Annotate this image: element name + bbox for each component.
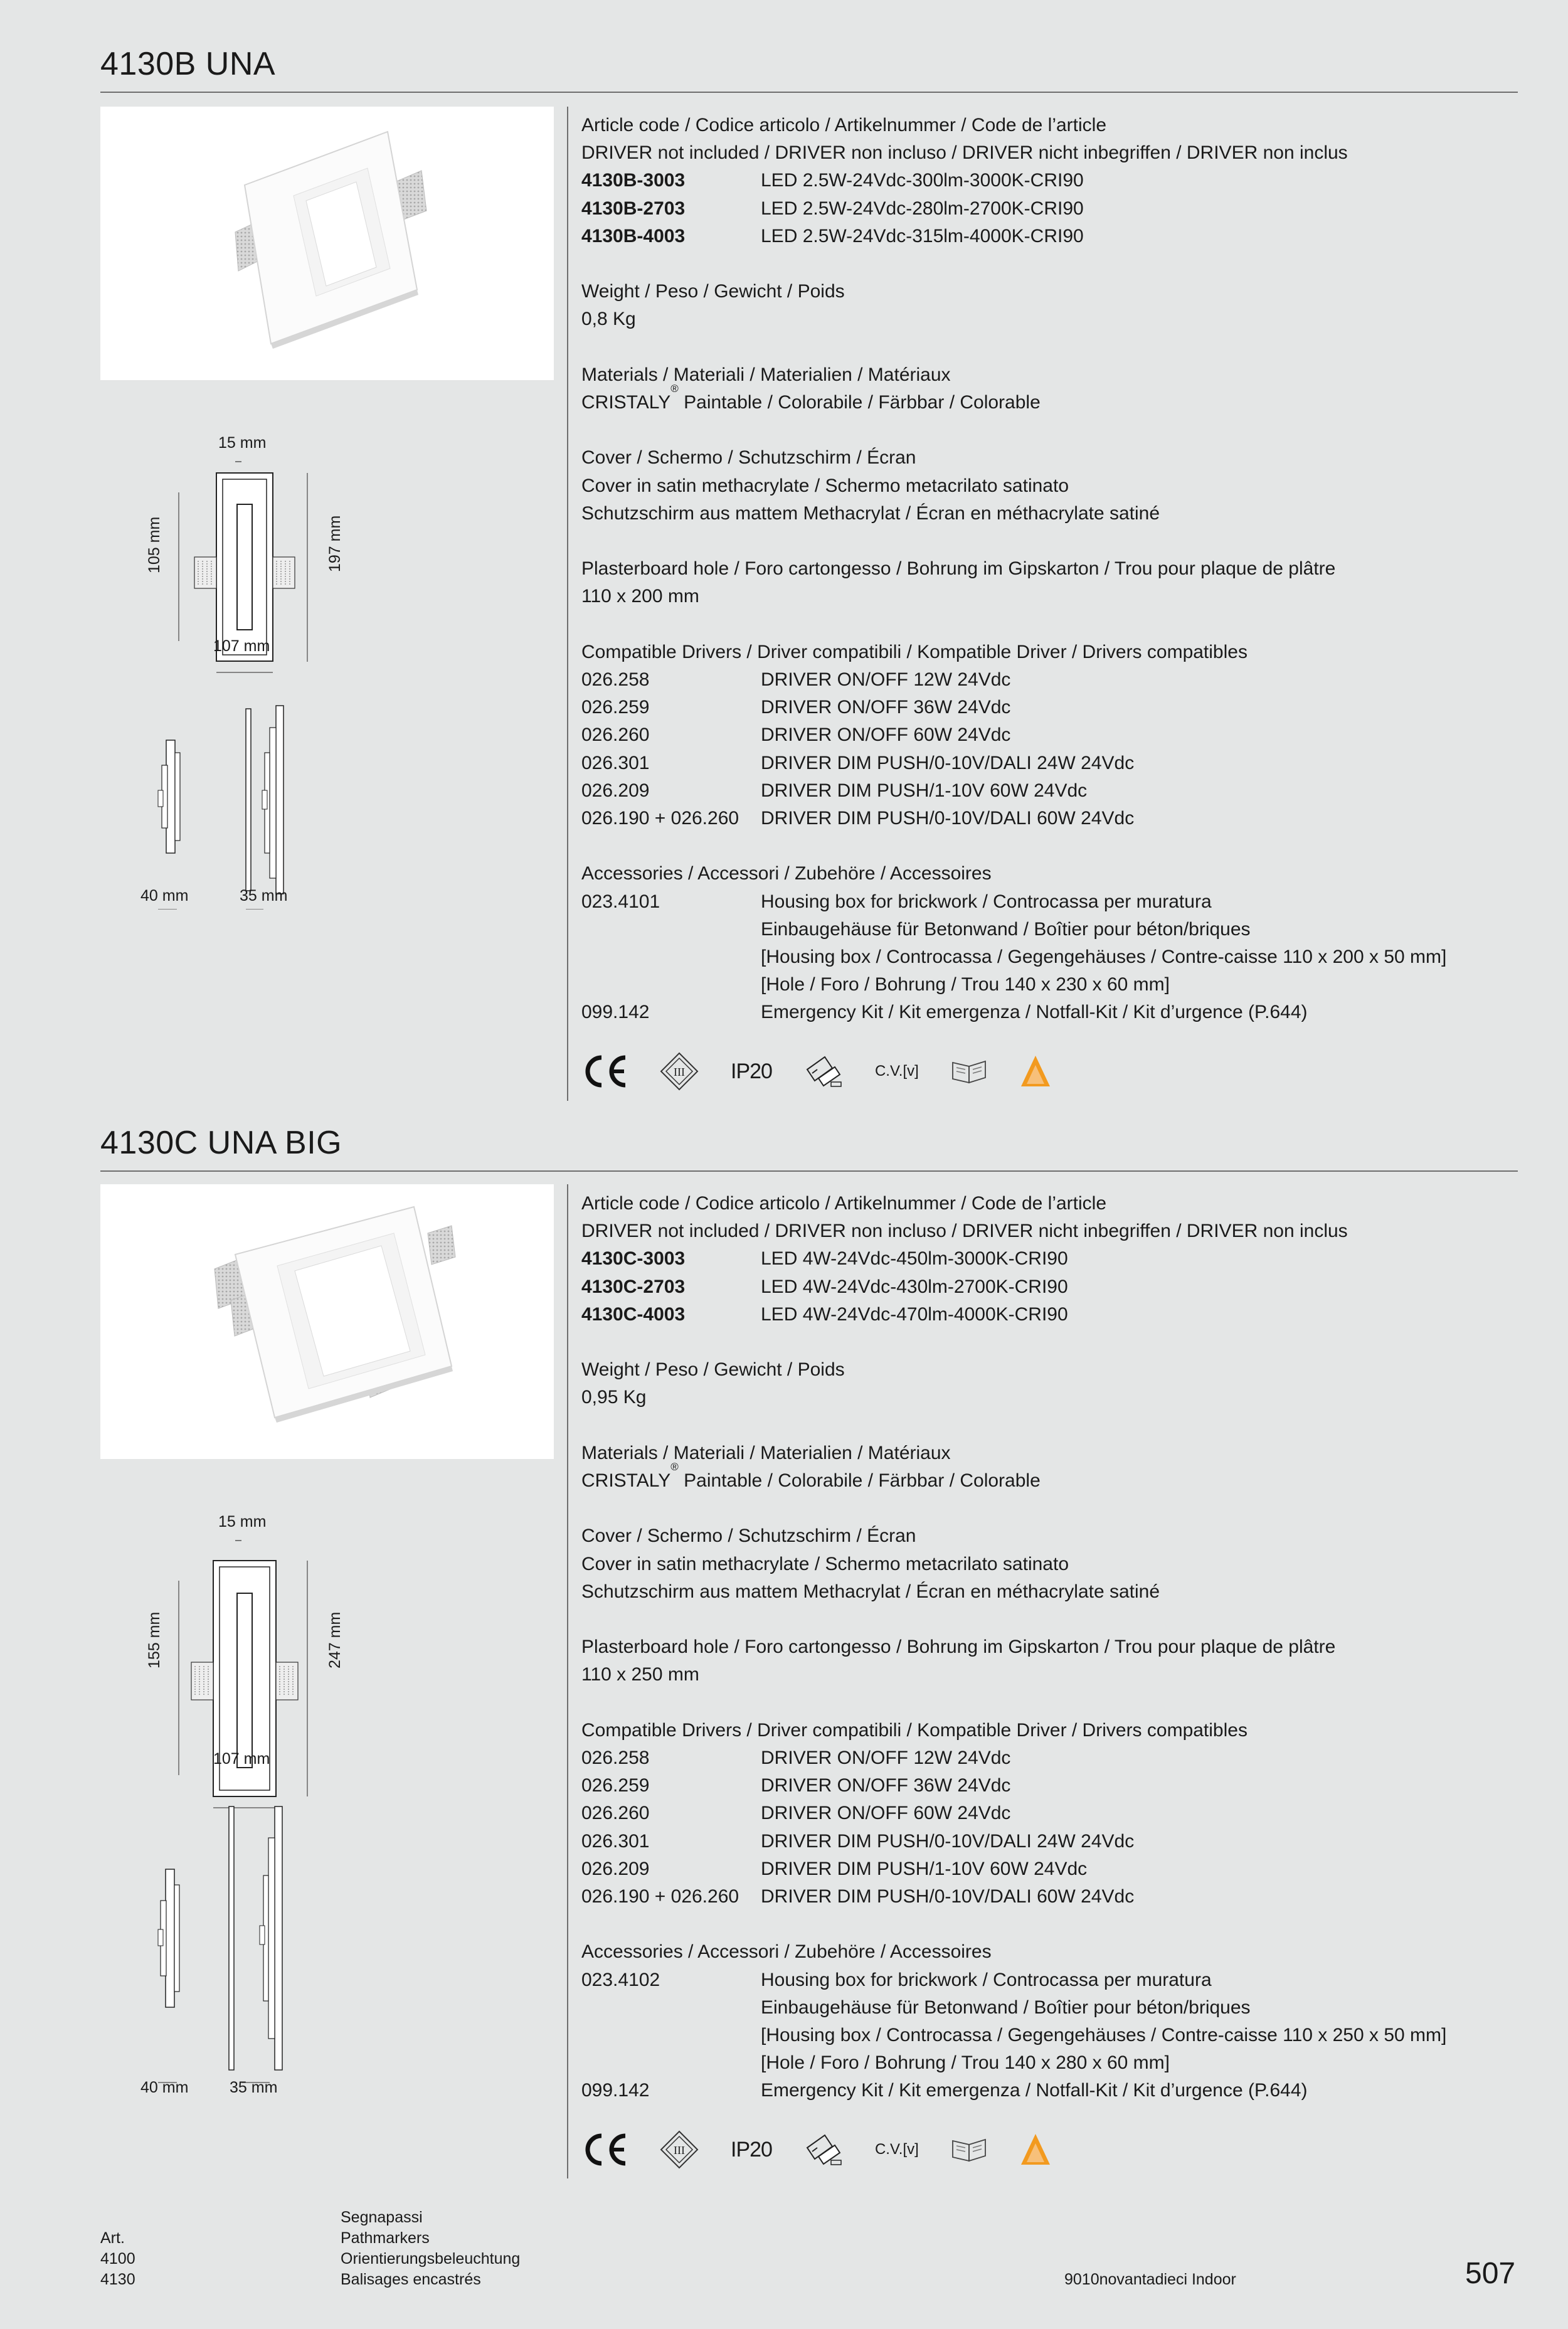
driver-code: 026.259 <box>581 697 650 718</box>
article-heading: Article code / Codice articolo / Artikelnummer / Code de l’article <box>581 1193 1107 1214</box>
accessory-row <box>581 2049 1510 2077</box>
accessory-row <box>581 888 1510 916</box>
product-photo-illustration <box>100 107 554 380</box>
certification-icons <box>580 2128 1083 2172</box>
accessory-desc: [Housing box / Controcassa / Gegengehäuses / Contre-caisse 110 x 200 x 50 mm] <box>761 947 1447 967</box>
cv-bottom: [v] <box>903 2141 919 2158</box>
article-heading: Article code / Codice articolo / Artikelnummer / Code de l’article <box>581 115 1107 135</box>
materials-brand: CRISTALY <box>581 1470 671 1491</box>
accessory-code: 023.4102 <box>581 1969 660 1990</box>
product-title: 4130C UNA BIG <box>100 1125 342 1161</box>
materials-text: Paintable / Colorabile / Färbbar / Colorable <box>678 392 1041 413</box>
driver-row <box>581 694 1510 721</box>
article-code: 4130B-4003 <box>581 225 686 247</box>
product-photo-illustration <box>100 1184 554 1459</box>
article-desc: LED 4W-24Vdc-430lm-2700K-CRI90 <box>761 1276 1068 1297</box>
article-desc: LED 4W-24Vdc-450lm-3000K-CRI90 <box>761 1248 1068 1270</box>
driver-row <box>581 1744 1510 1772</box>
accessory-desc: Housing box for brickwork / Controcassa per muratura <box>761 891 1212 912</box>
driver-row <box>581 1883 1510 1911</box>
title-rule <box>100 92 1518 93</box>
plasterboard-icon <box>803 2130 844 2169</box>
accessories-heading: Accessories / Accessori / Zubehöre / Accessoires <box>581 1941 992 1963</box>
materials-heading: Materials / Materiali / Materialien / Matériaux <box>581 1442 951 1463</box>
footer-category-block <box>341 2207 520 2290</box>
front-and-side-views <box>100 1537 351 2095</box>
article-desc: LED 2.5W-24Vdc-315lm-4000K-CRI90 <box>761 225 1084 247</box>
accessory-desc: Emergency Kit / Kit emergenza / Notfall-Kit / Kit d’urgence (P.644) <box>761 2080 1308 2101</box>
footer-category: Pathmarkers <box>341 2229 430 2247</box>
article-row <box>581 1273 1510 1301</box>
driver-code: 026.209 <box>581 1858 650 1879</box>
driver-desc: DRIVER DIM PUSH/0-10V/DALI 60W 24Vdc <box>761 1886 1135 1907</box>
dim-side-b-label: 35 mm <box>230 2079 278 2096</box>
driver-row <box>581 805 1510 832</box>
ip-rating: IP20 <box>731 2137 772 2162</box>
driver-code: 026.209 <box>581 780 650 801</box>
dim-top-label: 15 mm <box>218 1513 267 1531</box>
accessory-row <box>581 2022 1510 2049</box>
class-3-icon <box>659 2130 699 2170</box>
dim-left-label: 105 mm <box>146 516 163 573</box>
footer-art-number: 4130 <box>100 2271 135 2288</box>
ce-mark-icon <box>580 2132 628 2167</box>
accessory-desc: Emergency Kit / Kit emergenza / Notfall-Kit / Kit d’urgence (P.644) <box>761 1002 1308 1023</box>
materials-value <box>581 383 1510 416</box>
read-instructions-icon <box>950 2136 988 2163</box>
hole-value: 110 x 200 mm <box>581 586 699 607</box>
materials-text: Paintable / Colorabile / Färbbar / Colorable <box>678 1470 1041 1491</box>
certification-icons <box>580 1049 1083 1093</box>
driver-code: 026.258 <box>581 669 650 690</box>
product-photo <box>100 1184 554 1459</box>
driver-desc: DRIVER DIM PUSH/0-10V/DALI 60W 24Vdc <box>761 808 1135 829</box>
driver-note: DRIVER not included / DRIVER non incluso / DRIVER nicht inbegriffen / DRIVER non inclus <box>581 1221 1348 1242</box>
cover-line: Cover in satin methacrylate / Schermo metacrilato satinato <box>581 1553 1069 1574</box>
driver-desc: DRIVER DIM PUSH/0-10V/DALI 24W 24Vdc <box>761 1830 1135 1852</box>
column-divider <box>567 1184 568 2178</box>
accessory-desc: Einbaugehäuse für Betonwand / Boîtier pour béton/briques <box>761 1997 1251 2018</box>
dim-side-a-label: 40 mm <box>140 887 189 905</box>
article-desc: LED 2.5W-24Vdc-300lm-3000K-CRI90 <box>761 170 1084 191</box>
article-row <box>581 195 1510 223</box>
read-instructions-icon <box>950 1058 988 1085</box>
article-code: 4130C-2703 <box>581 1276 686 1297</box>
cover-heading: Cover / Schermo / Schutzschirm / Écran <box>581 447 916 469</box>
article-desc: LED 4W-24Vdc-470lm-4000K-CRI90 <box>761 1303 1068 1325</box>
hole-heading: Plasterboard hole / Foro cartongesso / Bohrung im Gipskarton / Trou pour plaque de plâtre <box>581 1637 1336 1658</box>
accessory-row <box>581 2077 1510 2104</box>
cv-top: C.V. <box>874 2141 903 2158</box>
page-number: 507 <box>1465 2257 1516 2290</box>
ce-mark-icon <box>580 1054 628 1089</box>
hole-heading: Plasterboard hole / Foro cartongesso / Bohrung im Gipskarton / Trou pour plaque de plâtre <box>581 558 1336 580</box>
plasterboard-icon <box>803 1052 844 1091</box>
registered-mark: ® <box>670 383 679 395</box>
class-3-icon <box>659 1051 699 1091</box>
driver-desc: DRIVER ON/OFF 12W 24Vdc <box>761 669 1011 690</box>
warning-symbol-icon <box>1019 1054 1052 1089</box>
warning-symbol-icon <box>1019 2132 1052 2167</box>
driver-row <box>581 1828 1510 1855</box>
dimension-drawing <box>100 427 364 916</box>
dim-right-label: 247 mm <box>326 1611 344 1668</box>
footer-category: Orientierungsbeleuchtung <box>341 2250 521 2268</box>
article-code: 4130C-4003 <box>581 1303 686 1325</box>
accessory-code: 099.142 <box>581 1002 650 1023</box>
cv-mark <box>875 1064 919 1079</box>
front-and-side-views <box>100 458 351 910</box>
registered-mark: ® <box>670 1461 679 1473</box>
article-row <box>581 167 1510 194</box>
materials-value <box>581 1461 1510 1495</box>
article-row <box>581 1301 1510 1329</box>
driver-code: 026.258 <box>581 1747 650 1768</box>
driver-desc: DRIVER ON/OFF 36W 24Vdc <box>761 697 1011 718</box>
dim-top-label: 15 mm <box>218 434 267 452</box>
driver-code: 026.190 + 026.260 <box>581 1886 739 1907</box>
article-row <box>581 223 1510 250</box>
accessory-desc: Einbaugehäuse für Betonwand / Boîtier pour béton/briques <box>761 918 1251 940</box>
dim-bottom-label: 107 mm <box>213 637 270 655</box>
cv-bottom: [v] <box>903 1063 919 1080</box>
weight-value: 0,95 Kg <box>581 1387 647 1408</box>
dim-right-label: 197 mm <box>326 515 344 572</box>
driver-code: 026.301 <box>581 1830 650 1852</box>
drivers-heading: Compatible Drivers / Driver compatibili / Kompatible Driver / Drivers compatibles <box>581 641 1248 662</box>
cv-top: C.V. <box>874 1063 903 1080</box>
cover-line: Schutzschirm aus mattem Methacrylat / Écran en méthacrylate satiné <box>581 1581 1160 1602</box>
article-row <box>581 1245 1510 1273</box>
driver-desc: DRIVER ON/OFF 12W 24Vdc <box>761 1747 1011 1768</box>
accessory-row <box>581 916 1510 943</box>
accessory-row <box>581 1966 1510 1994</box>
accessory-code <box>581 916 761 943</box>
driver-desc: DRIVER ON/OFF 36W 24Vdc <box>761 1775 1011 1796</box>
article-code: 4130B-3003 <box>581 170 686 191</box>
column-divider <box>567 107 568 1101</box>
weight-value: 0,8 Kg <box>581 309 636 330</box>
driver-desc: DRIVER DIM PUSH/1-10V 60W 24Vdc <box>761 780 1088 801</box>
driver-desc: DRIVER ON/OFF 60W 24Vdc <box>761 724 1011 746</box>
accessory-code <box>581 2049 761 2077</box>
weight-heading: Weight / Peso / Gewicht / Poids <box>581 281 845 302</box>
driver-code: 026.260 <box>581 724 650 746</box>
driver-code: 026.260 <box>581 1803 650 1824</box>
driver-code: 026.190 + 026.260 <box>581 808 739 829</box>
materials-heading: Materials / Materiali / Materialien / Matériaux <box>581 364 951 385</box>
article-desc: LED 2.5W-24Vdc-280lm-2700K-CRI90 <box>761 198 1084 219</box>
driver-row <box>581 721 1510 749</box>
weight-heading: Weight / Peso / Gewicht / Poids <box>581 1359 845 1381</box>
driver-desc: DRIVER DIM PUSH/1-10V 60W 24Vdc <box>761 1858 1088 1879</box>
product-title: 4130B UNA <box>100 46 276 82</box>
cover-heading: Cover / Schermo / Schutzschirm / Écran <box>581 1525 916 1547</box>
dim-side-b-label: 35 mm <box>240 887 288 905</box>
accessory-code <box>581 971 761 999</box>
footer-art-number: 4100 <box>100 2250 135 2268</box>
accessory-code <box>581 943 761 971</box>
driver-desc: DRIVER ON/OFF 60W 24Vdc <box>761 1803 1011 1824</box>
dim-left-label: 155 mm <box>146 1611 163 1668</box>
spec-block <box>581 112 1510 1027</box>
accessory-row <box>581 943 1510 971</box>
footer-art-label: Art. <box>100 2229 125 2247</box>
hole-value: 110 x 250 mm <box>581 1664 699 1685</box>
driver-row <box>581 1855 1510 1883</box>
accessory-code: 023.4101 <box>581 891 660 912</box>
drivers-heading: Compatible Drivers / Driver compatibili / Kompatible Driver / Drivers compatibles <box>581 1719 1248 1741</box>
article-code: 4130B-2703 <box>581 198 686 219</box>
article-code: 4130C-3003 <box>581 1248 686 1270</box>
accessory-row <box>581 999 1510 1026</box>
product-photo <box>100 107 554 380</box>
driver-row <box>581 1772 1510 1800</box>
dimension-drawing <box>100 1505 364 2101</box>
accessory-desc: [Hole / Foro / Bohrung / Trou 140 x 230 x 60 mm] <box>761 974 1170 995</box>
spec-block <box>581 1190 1510 2105</box>
footer-article-block <box>100 2228 135 2290</box>
accessory-code: 099.142 <box>581 2080 650 2101</box>
driver-row <box>581 750 1510 777</box>
accessory-code <box>581 2022 761 2049</box>
driver-code: 026.301 <box>581 752 650 773</box>
cover-line: Cover in satin methacrylate / Schermo metacrilato satinato <box>581 475 1069 496</box>
title-rule <box>100 1170 1518 1172</box>
driver-row <box>581 777 1510 805</box>
footer-brand: 9010novantadieci Indoor <box>1064 2271 1236 2288</box>
accessories-heading: Accessories / Accessori / Zubehöre / Accessoires <box>581 863 992 884</box>
dim-bottom-label: 107 mm <box>213 1750 270 1768</box>
driver-code: 026.259 <box>581 1775 650 1796</box>
accessory-desc: [Hole / Foro / Bohrung / Trou 140 x 280 x 60 mm] <box>761 2052 1170 2074</box>
accessory-desc: [Housing box / Controcassa / Gegengehäuses / Contre-caisse 110 x 250 x 50 mm] <box>761 2025 1447 2045</box>
accessory-row <box>581 971 1510 999</box>
driver-row <box>581 1800 1510 1827</box>
driver-row <box>581 666 1510 694</box>
materials-brand: CRISTALY <box>581 392 671 413</box>
footer-category: Balisages encastrés <box>341 2271 481 2288</box>
dim-side-a-label: 40 mm <box>140 2079 189 2096</box>
cv-mark <box>875 2142 919 2157</box>
class-3-text: III <box>674 1066 685 1078</box>
footer-category: Segnapassi <box>341 2209 423 2226</box>
driver-desc: DRIVER DIM PUSH/0-10V/DALI 24W 24Vdc <box>761 752 1135 773</box>
accessory-desc: Housing box for brickwork / Controcassa per muratura <box>761 1969 1212 1990</box>
ip-rating: IP20 <box>731 1059 772 1083</box>
class-3-text: III <box>674 2144 685 2157</box>
driver-note: DRIVER not included / DRIVER non incluso / DRIVER nicht inbegriffen / DRIVER non inclus <box>581 142 1348 164</box>
cover-line: Schutzschirm aus mattem Methacrylat / Écran en méthacrylate satiné <box>581 502 1160 524</box>
accessory-code <box>581 1994 761 2022</box>
accessory-row <box>581 1994 1510 2022</box>
